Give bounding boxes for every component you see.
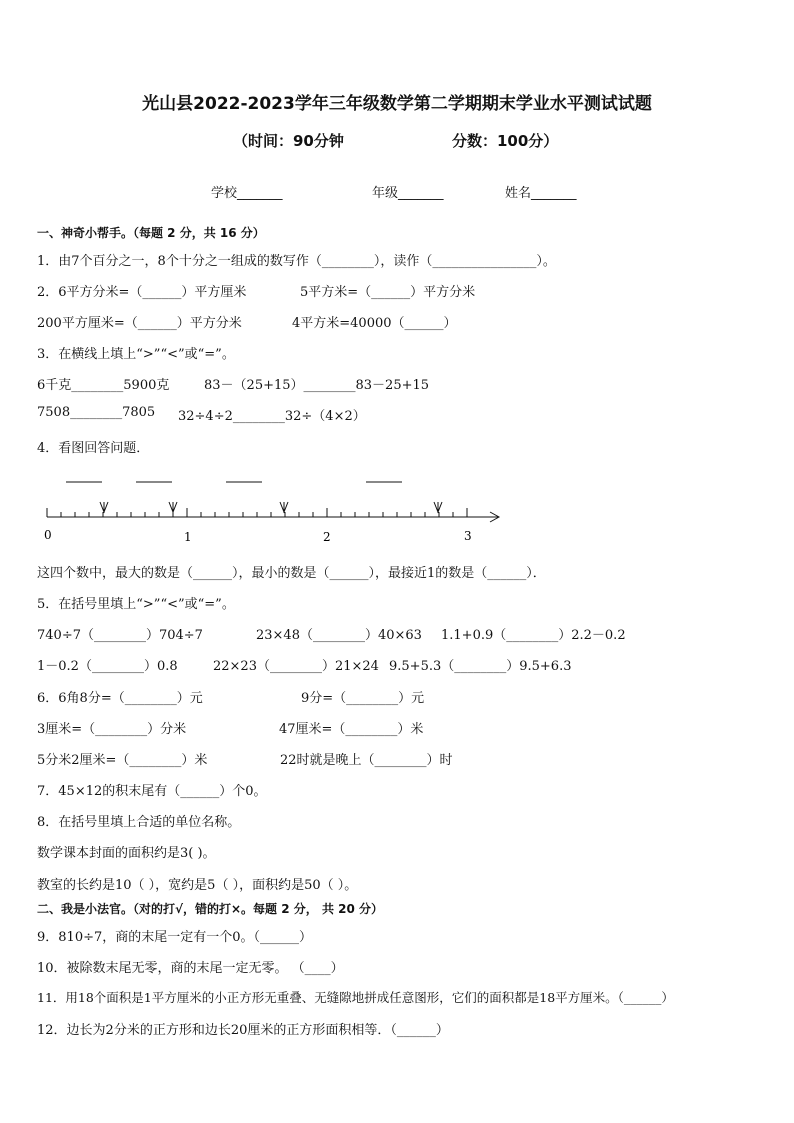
question-6b: 9分=（________）元 (301, 691, 425, 706)
question-11: 11．用18个面积是1平方厘米的小正方形无重叠、无缝隙地拼成任意图形，它们的面积都是18平方厘米。（______） (37, 990, 674, 1005)
question-3c: 7508________7805 (37, 405, 156, 420)
grade-field: 年级_______ (372, 186, 444, 201)
question-8b: 教室的长约是10（ ），宽约是5（ ），面积约是50（ ）。 (37, 878, 358, 893)
question-6c: 3厘米=（________）分米 (37, 722, 187, 737)
question-3b: 83－（25+15）________83－25+15 (204, 378, 430, 393)
question-5d: 1－0.2（________）0.8 (37, 659, 178, 674)
tick-label-1: 1 (184, 530, 192, 544)
school-field: 学校_______ (211, 186, 283, 201)
name-field: 姓名_______ (505, 186, 577, 201)
question-1: 1．由7个百分之一，8个十分之一组成的数写作（________），读作（________________）。 (37, 254, 556, 269)
question-3a: 6千克________5900克 (37, 378, 170, 393)
exam-time: （时间：90分钟 (233, 132, 344, 150)
question-6a: 6．6角8分=（________）元 (37, 691, 203, 706)
tick-label-0: 0 (44, 528, 52, 542)
question-9: 9．810÷7，商的末尾一定有一个0。（______） (37, 930, 313, 945)
question-8a: 数学课本封面的面积约是3( )。 (37, 846, 216, 861)
question-5a: 740÷7（________）704÷7 (37, 628, 203, 643)
question-5e: 22×23（________）21×24 (213, 659, 379, 674)
section-2-heading: 二、我是小法官。（对的打√，错的打×。每题 2 分， 共 20 分） (37, 902, 383, 916)
question-5c: 1.1+0.9（________）2.2－0.2 (441, 628, 626, 643)
tick-label-3: 3 (464, 529, 472, 543)
tick-label-2: 2 (323, 530, 331, 544)
question-10: 10．被除数末尾无零，商的末尾一定无零。 （____） (37, 961, 344, 976)
question-2a: 2．6平方分米=（______）平方厘米 (37, 285, 247, 300)
question-6e: 5分米2厘米=（________）米 (37, 753, 208, 768)
question-7: 7．45×12的积末尾有（______）个0。 (37, 784, 267, 799)
question-2c: 200平方厘米=（______）平方分米 (37, 316, 242, 331)
question-6d: 47厘米=（________）米 (279, 722, 424, 737)
section-1-heading: 一、神奇小帮手。（每题 2 分，共 16 分） (37, 226, 265, 240)
page-title: 光山县2022-2023学年三年级数学第二学期期末学业水平测试试题 (142, 94, 652, 114)
question-8: 8．在括号里填上合适的单位名称。 (37, 815, 241, 830)
question-5b: 23×48（________）40×63 (256, 628, 422, 643)
question-3d: 32÷4÷2________32÷（4×2） (178, 409, 366, 424)
number-line-figure (36, 466, 506, 548)
question-2b: 5平方米=（______）平方分米 (300, 285, 476, 300)
question-12: 12．边长为2分米的正方形和边长20厘米的正方形面积相等．（______） (37, 1023, 449, 1038)
question-3: 3．在横线上填上“>”“<”或“=”。 (37, 347, 235, 362)
tick-marks (47, 508, 467, 517)
question-4: 4．看图回答问题． (37, 441, 150, 456)
question-2d: 4平方米=40000（______） (292, 316, 457, 331)
question-5: 5．在括号里填上“>”“<”或“=”。 (37, 597, 235, 612)
question-5f: 9.5+5.3（________）9.5+6.3 (389, 659, 572, 674)
question-4-prompt: 这四个数中，最大的数是（______），最小的数是（______），最接近1的数是（______）． (37, 566, 546, 581)
question-6f: 22时就是晚上（________）时 (280, 753, 453, 768)
exam-score: 分数：100分） (452, 132, 559, 150)
